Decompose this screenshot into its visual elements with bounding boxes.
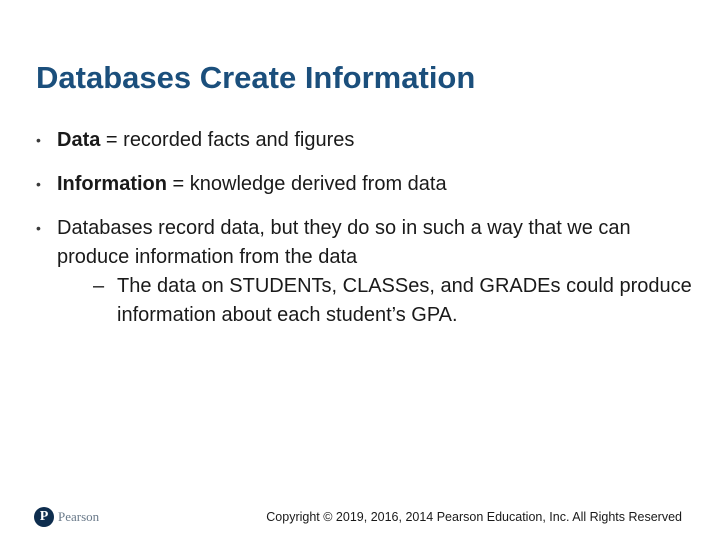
copyright-notice: Copyright © 2019, 2016, 2014 Pearson Education, Inc. All Rights Reserved (266, 510, 682, 524)
bullet-dot-icon: • (36, 176, 41, 192)
bullet-text: = knowledge derived from data (167, 173, 447, 195)
bullet-term: Data (57, 129, 101, 151)
bullet-information (36, 170, 696, 199)
pearson-wordmark: Pearson (58, 509, 100, 524)
pearson-logo (34, 504, 99, 530)
pearson-logo-icon: P (34, 507, 54, 527)
sub-bullet (57, 272, 696, 330)
bullet-text: = recorded facts and figures (100, 129, 355, 151)
bullet-text: Databases record data, but they do so in such a way that we can produce information from the data (57, 217, 631, 268)
bullet-databases (36, 214, 696, 330)
bullet-term: Information (57, 173, 167, 195)
bullet-dot-icon: • (36, 220, 41, 236)
bullet-data (36, 126, 696, 155)
sub-bullet-text: The data on STUDENTs, CLASSes, and GRADEs could produce information about each student’s GPA. (117, 275, 692, 326)
bullet-dot-icon: • (36, 132, 41, 148)
slide-title: Databases Create Information (36, 60, 476, 95)
bullet-list (36, 126, 696, 345)
sub-bullet-dash-icon: – (93, 275, 105, 297)
